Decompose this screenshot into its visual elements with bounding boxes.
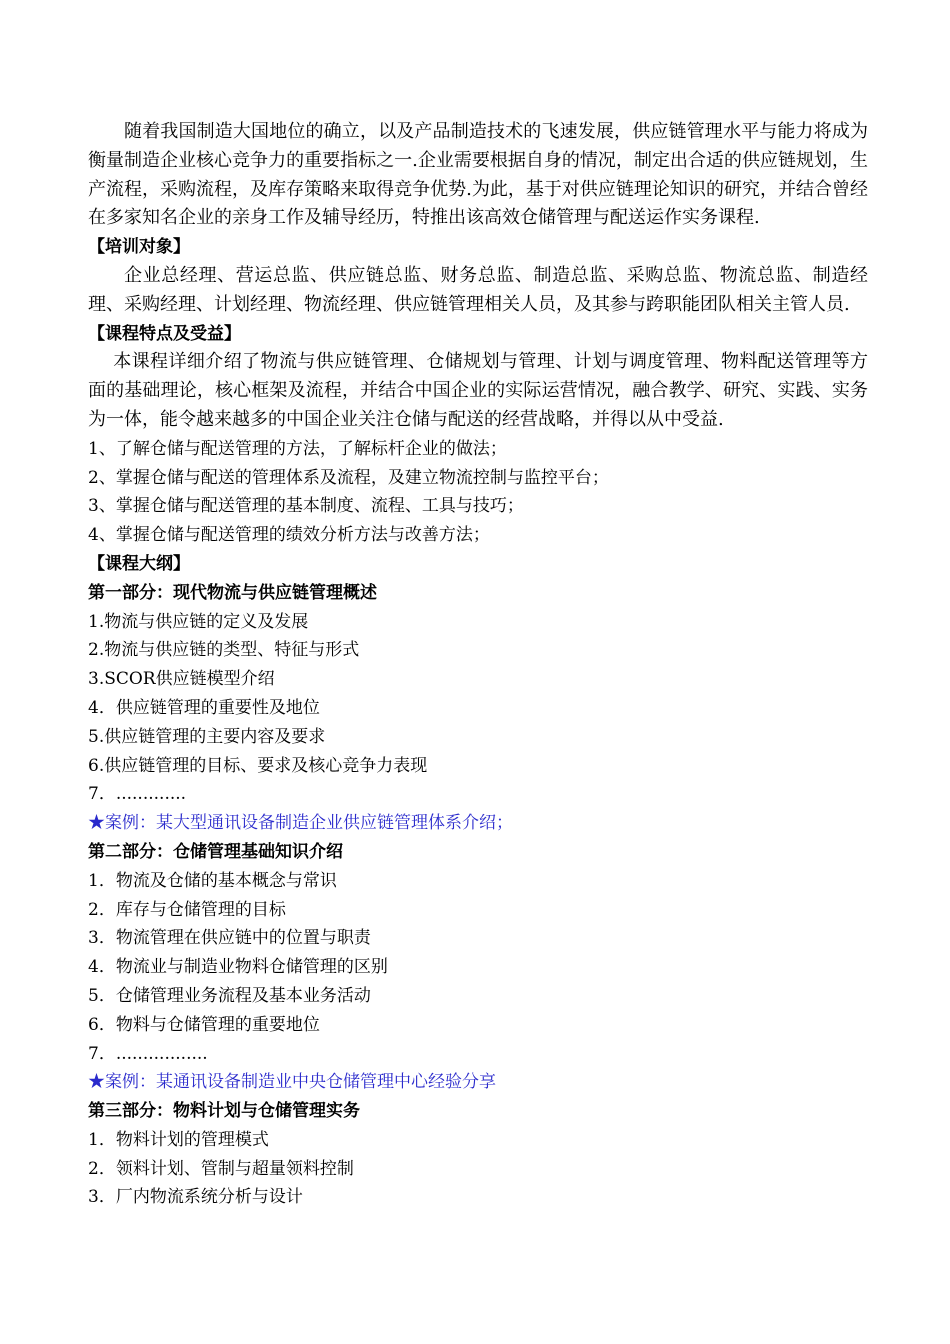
outline-item: 4．物流业与制造业物料仓储管理的区别 <box>88 957 388 978</box>
part-3-title: 第三部分：物料计划与仓储管理实务 <box>88 1101 360 1122</box>
benefit-item: 4、掌握仓储与配送管理的绩效分析方法与改善方法； <box>88 525 490 546</box>
outline-heading: 【课程大纲】 <box>88 553 190 574</box>
outline-item: 7．............. <box>88 784 187 805</box>
part-1-title: 第一部分：现代物流与供应链管理概述 <box>88 582 377 603</box>
outline-item: 2．库存与仓储管理的目标 <box>88 899 286 920</box>
outline-item: 6.供应链管理的目标、要求及核心竞争力表现 <box>88 755 428 776</box>
features-heading: 【课程特点及受益】 <box>88 323 241 344</box>
benefit-item: 1、了解仓储与配送管理的方法，了解标杆企业的做法； <box>88 438 507 459</box>
case-study-2: ★案例：某通讯设备制造业中央仓储管理中心经验分享 <box>88 1072 496 1093</box>
outline-item: 1.物流与供应链的定义及发展 <box>88 611 309 632</box>
outline-item: 1．物料计划的管理模式 <box>88 1129 269 1150</box>
outline-item: 4．供应链管理的重要性及地位 <box>88 697 320 718</box>
intro-paragraph: 随着我国制造大国地位的确立，以及产品制造技术的飞速发展，供应链管理水平与能力将成为衡量制造企业核心竞争力的重要指标之一.企业需要根据自身的情况，制定出合适的供应链规划，生产流程，采购流程，及库存策略来取得竞争优势.为此，基于对供应链理论知识的研究，并结合曾经在多家知名企业的亲身工作及辅导经历，特推出该高效仓储管理与配送运作实务课程. <box>88 121 868 229</box>
outline-item: 6．物料与仓储管理的重要地位 <box>88 1014 320 1035</box>
outline-item: 5.供应链管理的主要内容及要求 <box>88 726 326 747</box>
outline-item: 5．仓储管理业务流程及基本业务活动 <box>88 985 371 1006</box>
outline-item: 2.物流与供应链的类型、特征与形式 <box>88 640 360 661</box>
target-paragraph: 企业总经理、营运总监、供应链总监、财务总监、制造总监、采购总监、物流总监、制造经理、采购经理、计划经理、物流经理、供应链管理相关人员，及其参与跨职能团队相关主管人员. <box>88 264 868 315</box>
case-study-1: ★案例：某大型通讯设备制造企业供应链管理体系介绍； <box>88 813 513 834</box>
outline-item: 7．................. <box>88 1043 208 1064</box>
outline-item: 3.SCOR供应链模型介绍 <box>88 669 275 690</box>
outline-item: 1．物流及仓储的基本概念与常识 <box>88 870 337 891</box>
outline-item: 2．领料计划、管制与超量领料控制 <box>88 1158 354 1179</box>
benefit-item: 3、掌握仓储与配送管理的基本制度、流程、工具与技巧； <box>88 496 524 517</box>
features-paragraph: 本课程详细介绍了物流与供应链管理、仓储规划与管理、计划与调度管理、物料配送管理等方面的基础理论，核心框架及流程，并结合中国企业的实际运营情况，融合教学、研究、实践、实务为一体，能令越来越多的中国企业关注仓储与配送的经营战略，并得以从中受益. <box>88 351 868 430</box>
outline-item: 3．物流管理在供应链中的位置与职责 <box>88 928 371 949</box>
benefit-item: 2、掌握仓储与配送的管理体系及流程，及建立物流控制与监控平台； <box>88 467 609 488</box>
target-heading: 【培训对象】 <box>88 237 190 258</box>
part-2-title: 第二部分：仓储管理基础知识介绍 <box>88 841 343 862</box>
outline-item: 3．厂内物流系统分析与设计 <box>88 1187 303 1208</box>
